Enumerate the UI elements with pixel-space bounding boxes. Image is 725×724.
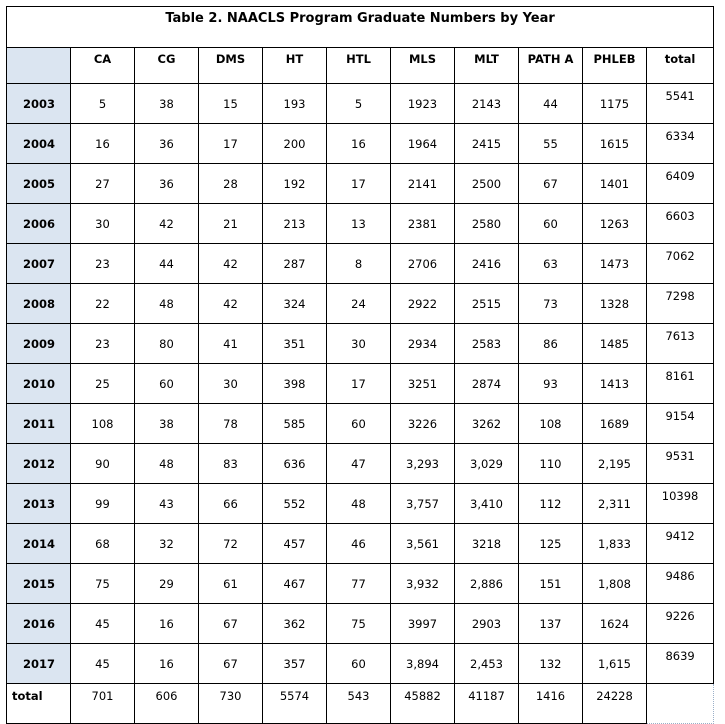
row-total-cell: 7298 [647, 284, 714, 324]
value-cell: 55 [519, 124, 583, 164]
value-cell: 48 [135, 284, 199, 324]
total-cell: 45882 [391, 684, 455, 724]
table-container [6, 6, 713, 724]
value-cell: 15 [199, 84, 263, 124]
value-cell: 2583 [455, 324, 519, 364]
row-total-cell: 6603 [647, 204, 714, 244]
total-cell: 1416 [519, 684, 583, 724]
year-cell: 2017 [7, 644, 71, 684]
value-cell: 1401 [583, 164, 647, 204]
value-cell: 17 [199, 124, 263, 164]
row-total-cell: 9486 [647, 564, 714, 604]
value-cell: 467 [263, 564, 327, 604]
value-cell: 30 [199, 364, 263, 404]
table-row [7, 324, 714, 364]
value-cell: 2500 [455, 164, 519, 204]
value-cell: 2381 [391, 204, 455, 244]
title-row [7, 7, 714, 48]
value-cell: 41 [199, 324, 263, 364]
table-row [7, 484, 714, 524]
value-cell: 1964 [391, 124, 455, 164]
value-cell: 23 [71, 324, 135, 364]
row-total-cell: 9154 [647, 404, 714, 444]
value-cell: 48 [327, 484, 391, 524]
value-cell: 24 [327, 284, 391, 324]
value-cell: 44 [519, 84, 583, 124]
value-cell: 2,886 [455, 564, 519, 604]
row-total-cell: 6409 [647, 164, 714, 204]
table-title: Table 2. NAACLS Program Graduate Numbers by Year [7, 7, 714, 48]
row-total-cell: 9531 [647, 444, 714, 484]
total-cell: 41187 [455, 684, 519, 724]
year-cell: 2012 [7, 444, 71, 484]
row-total-cell: 6334 [647, 124, 714, 164]
value-cell: 23 [71, 244, 135, 284]
year-cell: 2013 [7, 484, 71, 524]
column-header: MLT [455, 48, 519, 84]
year-cell: 2005 [7, 164, 71, 204]
row-total-cell: 9226 [647, 604, 714, 644]
value-cell: 63 [519, 244, 583, 284]
table-row [7, 204, 714, 244]
value-cell: 2,311 [583, 484, 647, 524]
value-cell: 93 [519, 364, 583, 404]
year-cell: 2003 [7, 84, 71, 124]
value-cell: 38 [135, 84, 199, 124]
value-cell: 110 [519, 444, 583, 484]
value-cell: 30 [327, 324, 391, 364]
value-cell: 45 [71, 604, 135, 644]
value-cell: 36 [135, 164, 199, 204]
table-row [7, 644, 714, 684]
value-cell: 1624 [583, 604, 647, 644]
value-cell: 2143 [455, 84, 519, 124]
column-header: PATH A [519, 48, 583, 84]
value-cell: 60 [327, 404, 391, 444]
value-cell: 1,833 [583, 524, 647, 564]
column-header: CG [135, 48, 199, 84]
value-cell: 75 [71, 564, 135, 604]
value-cell: 2580 [455, 204, 519, 244]
column-header: total [647, 48, 714, 84]
value-cell: 192 [263, 164, 327, 204]
value-cell: 66 [199, 484, 263, 524]
value-cell: 36 [135, 124, 199, 164]
value-cell: 137 [519, 604, 583, 644]
year-cell: 2011 [7, 404, 71, 444]
value-cell: 5 [327, 84, 391, 124]
value-cell: 29 [135, 564, 199, 604]
value-cell: 67 [199, 604, 263, 644]
value-cell: 99 [71, 484, 135, 524]
value-cell: 3251 [391, 364, 455, 404]
graduate-numbers-table [6, 6, 714, 724]
value-cell: 125 [519, 524, 583, 564]
value-cell: 1615 [583, 124, 647, 164]
value-cell: 193 [263, 84, 327, 124]
value-cell: 45 [71, 644, 135, 684]
value-cell: 2416 [455, 244, 519, 284]
value-cell: 287 [263, 244, 327, 284]
value-cell: 200 [263, 124, 327, 164]
value-cell: 3262 [455, 404, 519, 444]
value-cell: 27 [71, 164, 135, 204]
column-header: MLS [391, 48, 455, 84]
year-cell: 2014 [7, 524, 71, 564]
table-row [7, 524, 714, 564]
value-cell: 68 [71, 524, 135, 564]
table-row [7, 564, 714, 604]
table-row [7, 364, 714, 404]
value-cell: 2922 [391, 284, 455, 324]
value-cell: 151 [519, 564, 583, 604]
value-cell: 17 [327, 364, 391, 404]
value-cell: 2,453 [455, 644, 519, 684]
value-cell: 457 [263, 524, 327, 564]
value-cell: 3,757 [391, 484, 455, 524]
year-cell: 2006 [7, 204, 71, 244]
value-cell: 60 [519, 204, 583, 244]
table-row [7, 444, 714, 484]
table-row [7, 244, 714, 284]
value-cell: 112 [519, 484, 583, 524]
value-cell: 72 [199, 524, 263, 564]
value-cell: 1,808 [583, 564, 647, 604]
value-cell: 1923 [391, 84, 455, 124]
header-row [7, 48, 714, 84]
year-cell: 2009 [7, 324, 71, 364]
value-cell: 3226 [391, 404, 455, 444]
value-cell: 48 [135, 444, 199, 484]
table-body [7, 84, 714, 684]
total-blank-cell [647, 684, 714, 724]
value-cell: 108 [519, 404, 583, 444]
value-cell: 1,615 [583, 644, 647, 684]
table-row [7, 404, 714, 444]
value-cell: 2706 [391, 244, 455, 284]
value-cell: 21 [199, 204, 263, 244]
value-cell: 16 [135, 644, 199, 684]
value-cell: 60 [135, 364, 199, 404]
value-cell: 22 [71, 284, 135, 324]
value-cell: 44 [135, 244, 199, 284]
total-cell: 24228 [583, 684, 647, 724]
row-total-cell: 10398 [647, 484, 714, 524]
totals-row-label: total [7, 684, 71, 724]
value-cell: 362 [263, 604, 327, 644]
value-cell: 16 [135, 604, 199, 644]
value-cell: 28 [199, 164, 263, 204]
row-total-cell: 7062 [647, 244, 714, 284]
value-cell: 2874 [455, 364, 519, 404]
value-cell: 25 [71, 364, 135, 404]
value-cell: 1689 [583, 404, 647, 444]
value-cell: 357 [263, 644, 327, 684]
value-cell: 30 [71, 204, 135, 244]
value-cell: 42 [199, 284, 263, 324]
value-cell: 324 [263, 284, 327, 324]
value-cell: 13 [327, 204, 391, 244]
value-cell: 1473 [583, 244, 647, 284]
value-cell: 80 [135, 324, 199, 364]
column-header: CA [71, 48, 135, 84]
total-cell: 701 [71, 684, 135, 724]
row-total-cell: 9412 [647, 524, 714, 564]
value-cell: 67 [199, 644, 263, 684]
value-cell: 3,932 [391, 564, 455, 604]
value-cell: 16 [327, 124, 391, 164]
total-cell: 606 [135, 684, 199, 724]
totals-row [7, 684, 714, 724]
header-corner-cell [7, 48, 71, 84]
value-cell: 2415 [455, 124, 519, 164]
column-header: HTL [327, 48, 391, 84]
value-cell: 2,195 [583, 444, 647, 484]
total-cell: 5574 [263, 684, 327, 724]
value-cell: 1328 [583, 284, 647, 324]
value-cell: 17 [327, 164, 391, 204]
row-total-cell: 8639 [647, 644, 714, 684]
value-cell: 46 [327, 524, 391, 564]
value-cell: 32 [135, 524, 199, 564]
year-cell: 2016 [7, 604, 71, 644]
value-cell: 3,293 [391, 444, 455, 484]
value-cell: 73 [519, 284, 583, 324]
value-cell: 398 [263, 364, 327, 404]
row-total-cell: 5541 [647, 84, 714, 124]
value-cell: 132 [519, 644, 583, 684]
value-cell: 42 [199, 244, 263, 284]
value-cell: 47 [327, 444, 391, 484]
value-cell: 2515 [455, 284, 519, 324]
value-cell: 2903 [455, 604, 519, 644]
column-header: PHLEB [583, 48, 647, 84]
table-row [7, 604, 714, 644]
value-cell: 3,561 [391, 524, 455, 564]
value-cell: 585 [263, 404, 327, 444]
value-cell: 108 [71, 404, 135, 444]
value-cell: 78 [199, 404, 263, 444]
value-cell: 2934 [391, 324, 455, 364]
value-cell: 83 [199, 444, 263, 484]
value-cell: 3,029 [455, 444, 519, 484]
year-cell: 2004 [7, 124, 71, 164]
value-cell: 42 [135, 204, 199, 244]
year-cell: 2015 [7, 564, 71, 604]
value-cell: 67 [519, 164, 583, 204]
value-cell: 1263 [583, 204, 647, 244]
value-cell: 16 [71, 124, 135, 164]
value-cell: 2141 [391, 164, 455, 204]
table-row [7, 284, 714, 324]
value-cell: 3,894 [391, 644, 455, 684]
value-cell: 351 [263, 324, 327, 364]
value-cell: 8 [327, 244, 391, 284]
value-cell: 61 [199, 564, 263, 604]
value-cell: 1413 [583, 364, 647, 404]
value-cell: 3997 [391, 604, 455, 644]
value-cell: 636 [263, 444, 327, 484]
value-cell: 38 [135, 404, 199, 444]
total-cell: 730 [199, 684, 263, 724]
column-header: HT [263, 48, 327, 84]
table-row [7, 124, 714, 164]
year-cell: 2010 [7, 364, 71, 404]
row-total-cell: 7613 [647, 324, 714, 364]
year-cell: 2007 [7, 244, 71, 284]
total-cell: 543 [327, 684, 391, 724]
row-total-cell: 8161 [647, 364, 714, 404]
value-cell: 86 [519, 324, 583, 364]
value-cell: 3,410 [455, 484, 519, 524]
table-row [7, 164, 714, 204]
value-cell: 75 [327, 604, 391, 644]
value-cell: 60 [327, 644, 391, 684]
year-cell: 2008 [7, 284, 71, 324]
value-cell: 552 [263, 484, 327, 524]
value-cell: 90 [71, 444, 135, 484]
value-cell: 5 [71, 84, 135, 124]
value-cell: 1175 [583, 84, 647, 124]
value-cell: 43 [135, 484, 199, 524]
column-header: DMS [199, 48, 263, 84]
value-cell: 77 [327, 564, 391, 604]
value-cell: 3218 [455, 524, 519, 564]
value-cell: 1485 [583, 324, 647, 364]
table-row [7, 84, 714, 124]
value-cell: 213 [263, 204, 327, 244]
